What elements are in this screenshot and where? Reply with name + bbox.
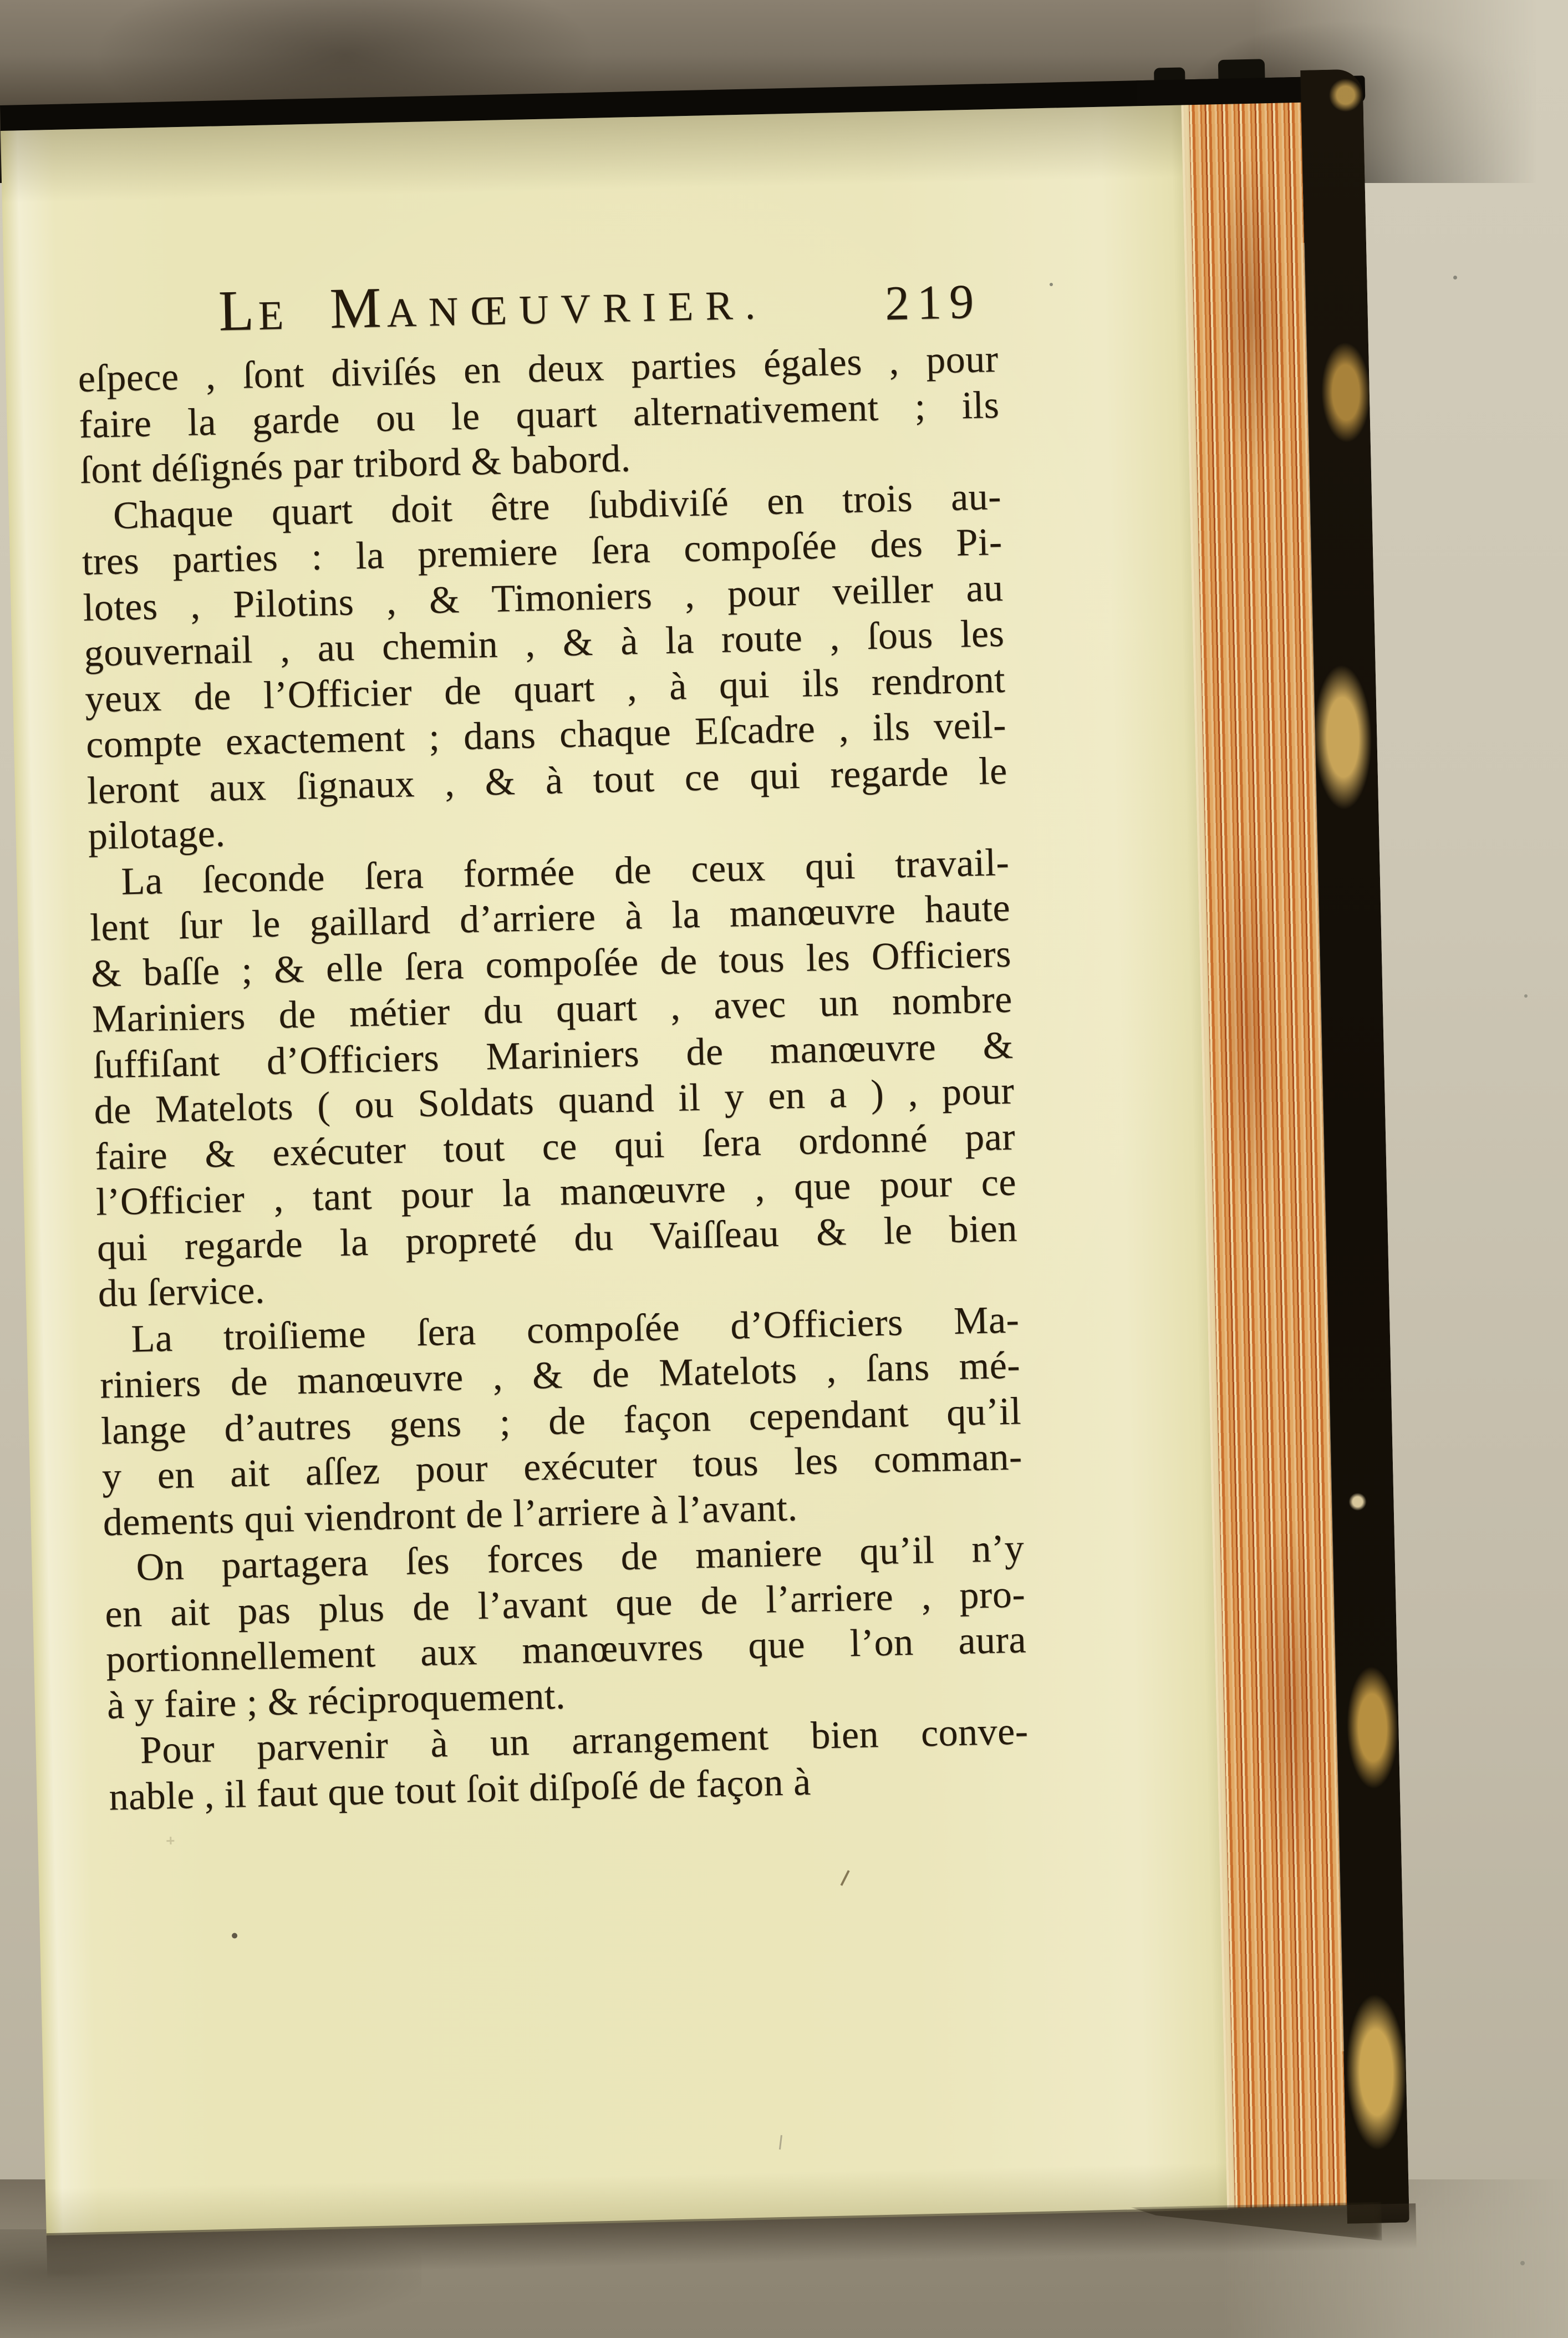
title-smallcap-E: E: [258, 292, 284, 339]
book: [0, 75, 1417, 2301]
text-line: On partagera ſes forces de maniere qu’il n’y: [135, 1527, 1025, 1589]
text-line: Chaque quart doit être ſubdiviſé en trois au-: [113, 475, 1002, 537]
dust-speck: [1524, 994, 1528, 998]
text-line: La troiſieme ſera compoſée d’Officiers Ma-: [130, 1298, 1020, 1360]
text-line: faire la garde ou le quart alternativement ; ils: [78, 383, 1000, 446]
text-line: portionnellement aux manœuvres que l’on aura: [105, 1618, 1027, 1681]
text-line: du ſervice.: [97, 1269, 266, 1315]
text-line: lotes , Pilotins , & Timoniers , pour veiller au: [82, 566, 1004, 629]
text-line: Pour parvenir à un arrangement bien conve-: [139, 1710, 1029, 1772]
binding-wear-bump: [1218, 59, 1265, 82]
binding-wear-bump: [1154, 67, 1185, 84]
ink-slash-mark: [841, 1870, 850, 1886]
text-line: gouvernail , au chemin , & à la route , ſous les: [83, 612, 1005, 675]
text-line: de Matelots ( ou Soldats quand il y en a ) , pour: [93, 1069, 1015, 1132]
text-line: lent ſur le gaillard d’arriere à la manœuvre haute: [89, 886, 1011, 949]
text-line: yeux de l’Officier de quart , à qui ils rendront: [84, 658, 1006, 721]
text-line: riniers de manœuvre , & de Matelots , ſans mé-: [99, 1344, 1021, 1407]
dust-speck: [1520, 2261, 1525, 2265]
text-line: l’Officier , tant pour la manœuvre , que pour ce: [95, 1161, 1017, 1224]
text-line: La ſeconde ſera formée de ceux qui travail-: [120, 841, 1010, 903]
paper-scratch-mark: [779, 2135, 782, 2149]
dust-speck: [1050, 283, 1053, 286]
text-line: lange d’autres gens ; de façon cependant qu’il: [100, 1389, 1022, 1453]
text-line: tres parties : la premiere ſera compoſée des Pi-: [82, 520, 1003, 583]
text-line: compte exactement ; dans chaque Eſcadre , ils veil-: [85, 703, 1007, 766]
text-line: en ait pas plus de l’avant que de l’arriere , pro-: [104, 1572, 1026, 1636]
text-line: ſont déſignés par tribord & babord.: [79, 437, 632, 492]
printed-text-block: [76, 266, 1029, 1818]
body-text: [78, 337, 1030, 1821]
title-smallcaps-rest: ANŒUVRIER.: [386, 282, 768, 336]
text-line: ſuffiſant d’Officiers Mariniers de manœuvre &: [92, 1024, 1014, 1087]
title-initial-L: L: [217, 278, 254, 343]
text-line: dements qui viendront de l’arriere à l’avant.: [102, 1486, 798, 1544]
text-line: eſpece , ſont diviſés en deux parties égales , pour: [77, 337, 999, 401]
faint-cross-mark: [166, 1837, 174, 1844]
text-line: & baſſe ; & elle ſera compoſée de tous les Officiers: [90, 932, 1012, 995]
running-title: [218, 271, 768, 346]
dust-speck: [1453, 276, 1457, 279]
text-line: qui regarde la propreté du Vaiſſeau & le bien: [96, 1206, 1018, 1270]
text-line: pilotage.: [87, 812, 226, 858]
ink-dot-mark: [232, 1933, 237, 1938]
text-line: leront aux ſignaux , & à tout ce qui regarde le: [86, 749, 1008, 812]
text-line: faire & exécuter tout ce qui ſera ordonné par: [94, 1115, 1016, 1178]
text-line: à y faire ; & réciproquement.: [106, 1674, 566, 1727]
page-number: 219: [884, 275, 982, 331]
text-line: y en ait aſſez pour exécuter tous les comman-: [101, 1435, 1023, 1498]
book-page: [1, 105, 1228, 2235]
title-initial-M: M: [329, 276, 382, 341]
text-line: Mariniers de métier du quart , avec un nombre: [91, 978, 1013, 1041]
text-line: nable , il faut que tout ſoit diſpoſé de façon à: [108, 1760, 812, 1818]
